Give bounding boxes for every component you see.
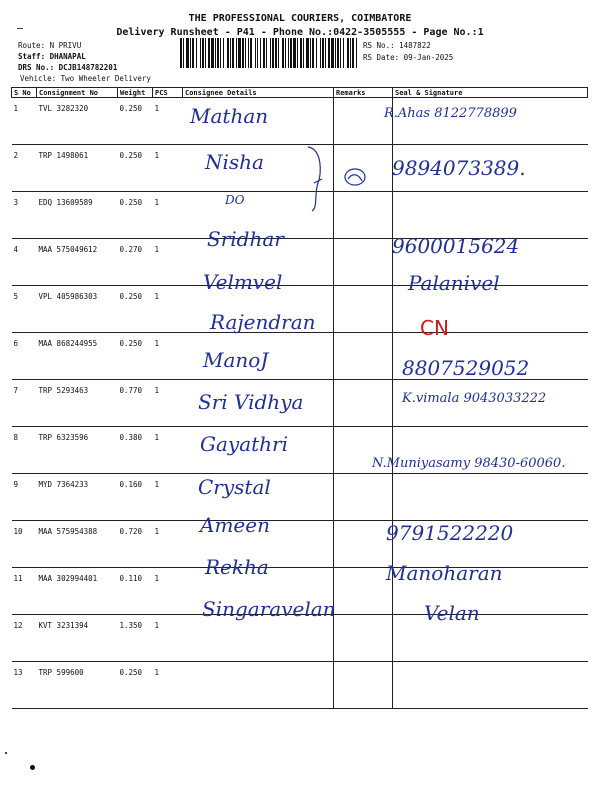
- signature-handwriting: Velan: [424, 601, 480, 625]
- barcode-icon: [180, 38, 358, 68]
- cell-signature: [393, 474, 588, 521]
- corner-dot: [30, 765, 35, 770]
- cell-remarks: [334, 474, 393, 521]
- signature-handwriting: 8807529052: [402, 356, 530, 380]
- drs-label: DRS No.: DCJB148782201: [18, 63, 118, 72]
- cell-remarks: [334, 568, 393, 615]
- cell-pcs: 1: [153, 474, 183, 521]
- cell-remarks: [334, 239, 393, 286]
- signature-handwriting: Manoharan: [386, 561, 503, 585]
- cell-weight: 0.160: [118, 474, 153, 521]
- table-row: [12, 662, 588, 709]
- signature-handwriting: CN: [420, 316, 449, 340]
- cell-weight: 0.380: [118, 427, 153, 474]
- company-title: THE PROFESSIONAL COURIERS, COIMBATORE: [188, 13, 412, 24]
- cell-weight: 0.250: [118, 662, 153, 709]
- table-row: [12, 615, 588, 662]
- cell-signature: [393, 615, 588, 662]
- bracket-mark-icon: [300, 143, 380, 215]
- cell-consignment: MYD 7364233: [37, 474, 118, 521]
- cell-weight: 0.270: [118, 239, 153, 286]
- cell-sno: 8: [12, 427, 37, 474]
- cell-consignee: [183, 662, 334, 709]
- consignee-handwriting: Rajendran: [210, 310, 316, 334]
- col-weight: Weight: [118, 88, 153, 98]
- signature-handwriting: R.Ahas 8122778899: [384, 106, 517, 121]
- cell-consignment: MAA 575954388: [37, 521, 118, 568]
- cell-pcs: 1: [153, 145, 183, 192]
- consignee-handwriting: Crystal: [198, 475, 271, 499]
- runsheet-subtitle: Delivery Runsheet - P41 - Phone No.:0422-3505555 - Page No.:1: [116, 27, 484, 38]
- cell-consignment: MAA 302994401: [37, 568, 118, 615]
- corner-mark: [5, 752, 7, 754]
- consignee-handwriting: Sridhar: [207, 227, 284, 251]
- cell-consignment: TVL 3282320: [37, 98, 118, 145]
- col-signature: Seal & Signature: [393, 88, 588, 98]
- vehicle-label: Vehicle: Two Wheeler Delivery: [20, 74, 151, 83]
- consignee-handwriting: Singaravelan: [202, 597, 336, 621]
- cell-sno: 5: [12, 286, 37, 333]
- consignee-handwriting: Nisha: [205, 150, 264, 174]
- cell-weight: 0.250: [118, 333, 153, 380]
- cell-pcs: 1: [153, 98, 183, 145]
- cell-consignment: VPL 405986303: [37, 286, 118, 333]
- cell-sno: 11: [12, 568, 37, 615]
- cell-consignment: TRP 6323596: [37, 427, 118, 474]
- cell-remarks: [334, 615, 393, 662]
- cell-consignment: KVT 3231394: [37, 615, 118, 662]
- cell-sno: 4: [12, 239, 37, 286]
- cell-weight: 0.720: [118, 521, 153, 568]
- consignee-handwriting: DO: [225, 193, 245, 207]
- cell-sno: 9: [12, 474, 37, 521]
- consignee-handwriting: Velmvel: [203, 270, 283, 294]
- cell-sno: 3: [12, 192, 37, 239]
- cell-weight: 0.250: [118, 145, 153, 192]
- col-pcs: PCS: [153, 88, 183, 98]
- cell-pcs: 1: [153, 615, 183, 662]
- table-row: [12, 98, 588, 145]
- table-header-row: [12, 88, 588, 98]
- rs-no-label: RS No.: 1487822: [363, 41, 431, 50]
- signature-handwriting: N.Muniyasamy 98430-60060.: [372, 456, 566, 471]
- cell-remarks: [334, 98, 393, 145]
- cell-consignment: TRP 599600: [37, 662, 118, 709]
- col-remarks: Remarks: [334, 88, 393, 98]
- consignee-handwriting: ManoJ: [203, 348, 269, 372]
- consignee-handwriting: Gayathri: [200, 432, 288, 456]
- cell-remarks: [334, 333, 393, 380]
- cell-remarks: [334, 286, 393, 333]
- corner-mark: [17, 28, 23, 29]
- cell-consignment: TRP 5293463: [37, 380, 118, 427]
- signature-handwriting: Palanivel: [408, 271, 500, 295]
- rs-date-label: RS Date: 09-Jan-2025: [363, 53, 454, 62]
- table-row: [12, 474, 588, 521]
- cell-remarks: [334, 380, 393, 427]
- cell-signature: [393, 662, 588, 709]
- cell-sno: 12: [12, 615, 37, 662]
- signature-handwriting: 9791522220: [386, 521, 514, 545]
- cell-pcs: 1: [153, 286, 183, 333]
- col-consignee: Consignee Details: [183, 88, 334, 98]
- cell-pcs: 1: [153, 427, 183, 474]
- cell-weight: 0.110: [118, 568, 153, 615]
- cell-consignment: EDQ 13609589: [37, 192, 118, 239]
- cell-consignment: MAA 868244955: [37, 333, 118, 380]
- col-sno: S No: [12, 88, 37, 98]
- cell-weight: 0.250: [118, 192, 153, 239]
- cell-sno: 7: [12, 380, 37, 427]
- cell-pcs: 1: [153, 239, 183, 286]
- consignee-handwriting: Ameen: [200, 513, 270, 537]
- cell-sno: 1: [12, 98, 37, 145]
- cell-sno: 13: [12, 662, 37, 709]
- cell-remarks: [334, 662, 393, 709]
- cell-pcs: 1: [153, 192, 183, 239]
- cell-signature: [393, 98, 588, 145]
- cell-consignee: [183, 615, 334, 662]
- cell-weight: 0.770: [118, 380, 153, 427]
- cell-sno: 10: [12, 521, 37, 568]
- cell-weight: 0.250: [118, 286, 153, 333]
- signature-handwriting: 9600015624: [392, 234, 520, 258]
- cell-weight: 1.350: [118, 615, 153, 662]
- cell-signature: [393, 192, 588, 239]
- cell-remarks: [334, 521, 393, 568]
- cell-pcs: 1: [153, 380, 183, 427]
- cell-consignment: MAA 575049612: [37, 239, 118, 286]
- signature-handwriting: K.vimala 9043033222: [402, 391, 547, 406]
- consignee-handwriting: Sri Vidhya: [198, 390, 304, 414]
- cell-pcs: 1: [153, 568, 183, 615]
- cell-pcs: 1: [153, 662, 183, 709]
- cell-pcs: 1: [153, 521, 183, 568]
- signature-handwriting: 9894073389.: [392, 156, 526, 180]
- cell-consignment: TRP 1498061: [37, 145, 118, 192]
- consignee-handwriting: Rekha: [205, 555, 269, 579]
- cell-pcs: 1: [153, 333, 183, 380]
- consignee-handwriting: Mathan: [190, 104, 269, 128]
- cell-sno: 2: [12, 145, 37, 192]
- col-consignment: Consignment No: [37, 88, 118, 98]
- cell-sno: 6: [12, 333, 37, 380]
- cell-weight: 0.250: [118, 98, 153, 145]
- route-label: Route: N PRIVU: [18, 41, 82, 50]
- staff-label: Staff: DHANAPAL: [18, 52, 86, 61]
